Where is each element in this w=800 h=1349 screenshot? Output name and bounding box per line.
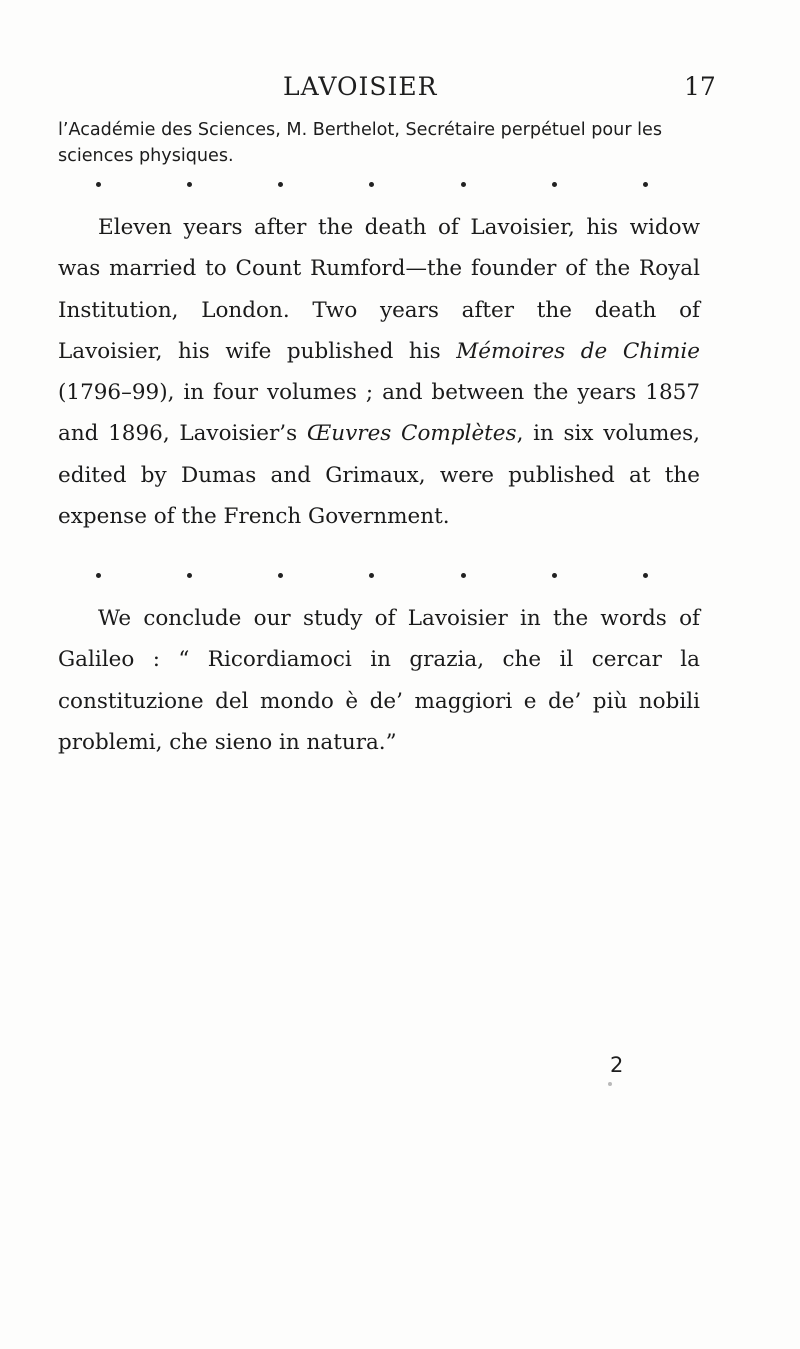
signature-mark: 2 bbox=[610, 1053, 624, 1077]
ellipsis-dot bbox=[643, 182, 648, 187]
ellipsis-dot bbox=[461, 573, 466, 578]
section-break-dots bbox=[96, 570, 648, 580]
ellipsis-dot bbox=[369, 182, 374, 187]
italic-title-oeuvres: Œuvres Complètes bbox=[306, 421, 517, 447]
paragraph-galileo-quote bbox=[58, 598, 700, 763]
footnote-line-1: l’Académie des Sciences, M. Berthelot, Secrétaire perpétuel pour les bbox=[58, 120, 663, 140]
ellipsis-dot bbox=[278, 573, 283, 578]
ellipsis-dot bbox=[96, 182, 101, 187]
page-number: 17 bbox=[684, 72, 716, 101]
paragraph-text: We conclude our study of Lavoisier in the words of Galileo : “ Ricordiamoci in grazia, che il cercar la constituzione del mondo è de’ maggiori e de’ più nobili problemi, che sieno in natura.” bbox=[58, 606, 700, 755]
ellipsis-dot bbox=[552, 182, 557, 187]
paragraph-text: (1796–99), in four volumes ; and between the years 1857 and 1896, Lavoisier’s bbox=[58, 380, 700, 447]
paragraph-text: , in six volumes, edited by Dumas and Grimaux, were published at the expense of the French Government. bbox=[58, 421, 700, 530]
ellipsis-dot bbox=[278, 182, 283, 187]
ellipsis-dot bbox=[187, 182, 192, 187]
ellipsis-dot bbox=[643, 573, 648, 578]
running-title: LAVOISIER bbox=[283, 72, 438, 101]
ink-spot bbox=[608, 1082, 612, 1086]
italic-title-memoires: Mémoires de Chimie bbox=[456, 338, 700, 364]
ellipsis-dot bbox=[552, 573, 557, 578]
ellipsis-dot bbox=[461, 182, 466, 187]
footnote-line-2: sciences physiques. bbox=[58, 146, 234, 166]
running-head bbox=[0, 72, 800, 112]
ellipsis-dot bbox=[187, 573, 192, 578]
ellipsis-dot bbox=[369, 573, 374, 578]
paragraph-widow-and-works bbox=[58, 207, 700, 537]
paragraph-text: Eleven years after the death of Lavoisier, his widow was married to Count Rumford—the founder of the Royal Institution, London. Two years after the death of Lavoisier, his wife published his bbox=[58, 215, 700, 364]
footnote-text bbox=[58, 117, 748, 169]
section-break-dots bbox=[96, 179, 648, 189]
ellipsis-dot bbox=[96, 573, 101, 578]
